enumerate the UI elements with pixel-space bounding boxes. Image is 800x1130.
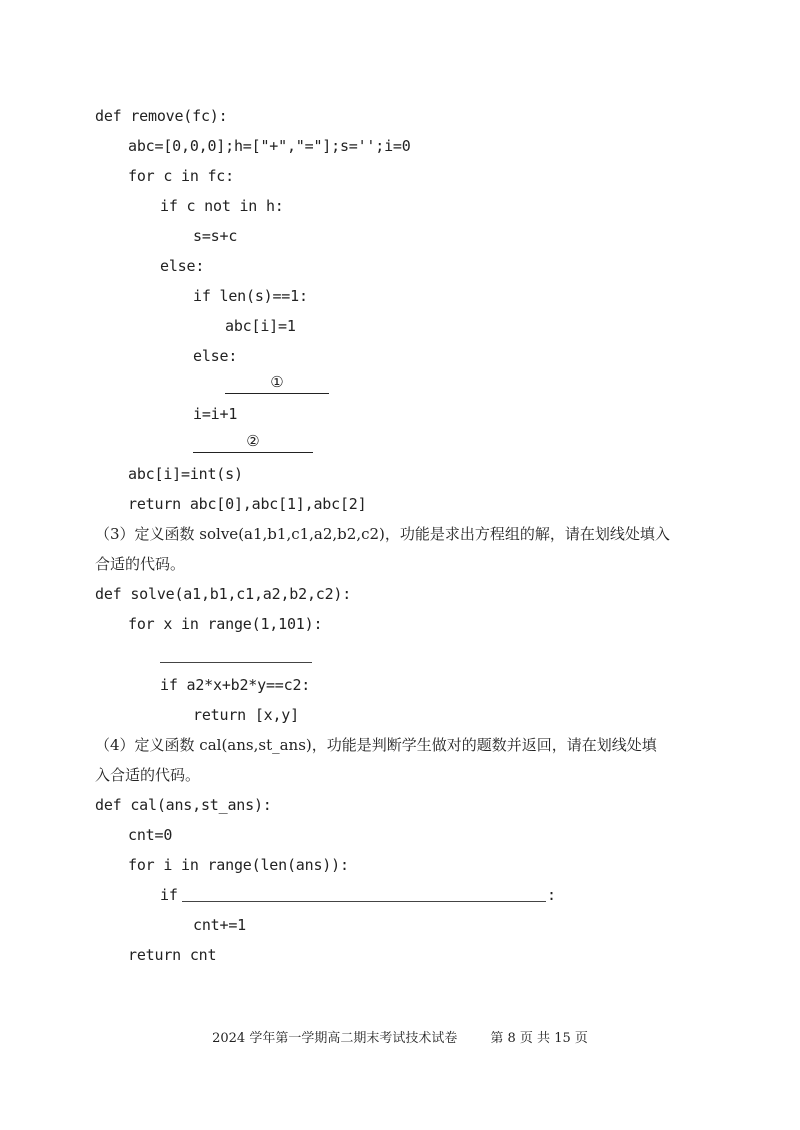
- code-remove-if: if c not in h:: [160, 197, 284, 215]
- answer-blank-1[interactable]: ①: [225, 373, 329, 394]
- code-cal-return: return cnt: [128, 946, 217, 964]
- code-remove-assign: s=s+c: [193, 227, 238, 245]
- question-4-line2: 入合适的代码。: [95, 766, 201, 784]
- code-remove-else: else:: [160, 257, 205, 275]
- code-cal-cnt: cnt=0: [128, 826, 173, 844]
- answer-blank-solve[interactable]: [160, 662, 312, 663]
- code-cal-for: for i in range(len(ans)):: [128, 856, 349, 874]
- code-remove-if-len: if len(s)==1:: [193, 287, 308, 305]
- question-4-line1: （4）定义函数 cal(ans,st_ans)，功能是判断学生做对的题数并返回，请在划线处填: [95, 736, 657, 754]
- code-cal-def: def cal(ans,st_ans):: [95, 796, 272, 814]
- code-cal-if: if: [160, 886, 178, 904]
- code-solve-return: return [x,y]: [193, 706, 299, 724]
- footer-page-number: 第 8 页 共 15 页: [490, 1031, 588, 1046]
- code-solve-for: for x in range(1,101):: [128, 615, 323, 633]
- footer-title: 2024 学年第一学期高二期末考试技术试卷: [212, 1031, 458, 1046]
- code-remove-for: for c in fc:: [128, 167, 234, 185]
- page-footer: [0, 1030, 800, 1048]
- code-remove-return: return abc[0],abc[1],abc[2]: [128, 495, 367, 513]
- code-remove-abc-last: abc[i]=int(s): [128, 465, 243, 483]
- answer-blank-2[interactable]: ②: [193, 432, 313, 453]
- question-3-line1: （3）定义函数 solve(a1,b1,c1,a2,b2,c2)，功能是求出方程组的解，请在划线处填入: [95, 525, 670, 543]
- code-remove-inc: i=i+1: [193, 405, 238, 423]
- answer-blank-cal[interactable]: [182, 901, 546, 902]
- code-remove-abc-i: abc[i]=1: [225, 317, 296, 335]
- code-remove-def: def remove(fc):: [95, 107, 228, 125]
- code-solve-def: def solve(a1,b1,c1,a2,b2,c2):: [95, 585, 352, 603]
- code-cal-inc: cnt+=1: [193, 916, 246, 934]
- code-remove-init: abc=[0,0,0];h=["+","="];s='';i=0: [128, 137, 411, 155]
- footer-gap: [457, 1031, 490, 1046]
- code-remove-else2: else:: [193, 347, 238, 365]
- question-3-line2: 合适的代码。: [95, 555, 186, 573]
- code-cal-if-colon: :: [547, 886, 557, 904]
- code-solve-if: if a2*x+b2*y==c2:: [160, 676, 311, 694]
